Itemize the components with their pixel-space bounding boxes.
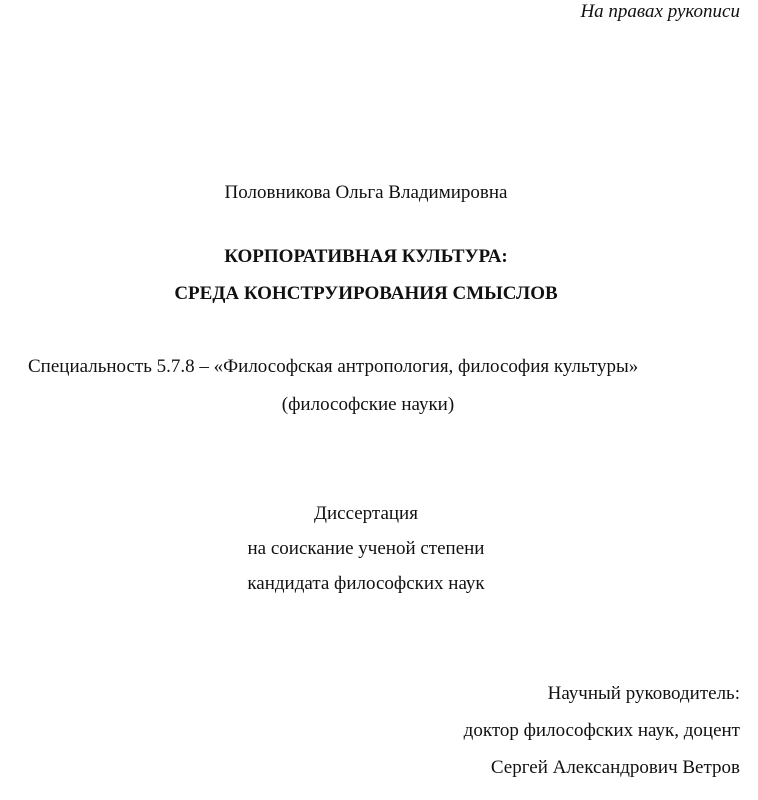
- supervisor-degree: доктор философских наук, доцент: [463, 720, 740, 741]
- dissertation-title-line-1: КОРПОРАТИВНАЯ КУЛЬТУРА:: [224, 246, 508, 267]
- supervisor-label: Научный руководитель:: [547, 683, 740, 704]
- science-field: (философские науки): [281, 394, 455, 415]
- author-name: Половникова Ольга Владимировна: [224, 182, 508, 203]
- rights-note: На правах рукописи: [580, 1, 740, 22]
- dissertation-title-line-2: СРЕДА КОНСТРУИРОВАНИЯ СМЫСЛОВ: [174, 283, 558, 304]
- degree-name: кандидата философских наук: [247, 573, 485, 594]
- supervisor-name: Сергей Александрович Ветров: [490, 757, 740, 778]
- document-type: Диссертация: [314, 503, 418, 524]
- specialty-line: Специальность 5.7.8 – «Философская антропология, философия культуры»: [28, 356, 639, 377]
- degree-purpose: на соискание ученой степени: [247, 538, 485, 559]
